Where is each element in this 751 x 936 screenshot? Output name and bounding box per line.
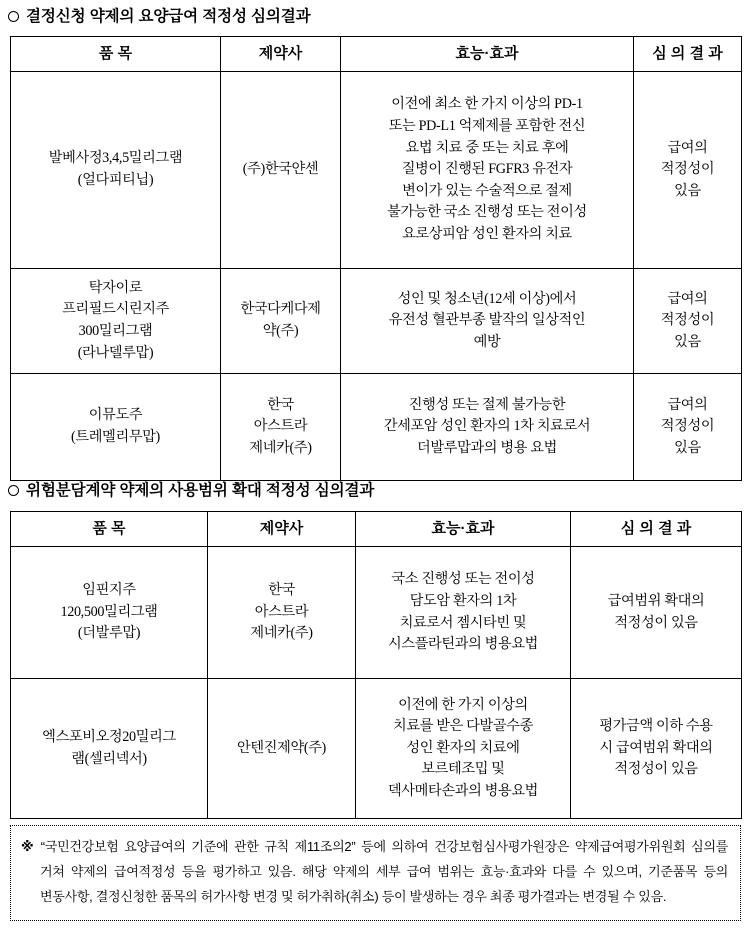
table-header-row — [11, 37, 742, 72]
cell-text-line: 있음 — [674, 182, 701, 199]
cell-product — [11, 72, 221, 269]
cell-indication — [341, 72, 634, 269]
cell-text-line: 임핀지주 — [82, 582, 136, 599]
cell-text-line: 변이가 있는 수술적으로 절제 — [402, 182, 572, 199]
review-results-table-2 — [10, 511, 742, 819]
cell-text-line: 램(셀리넥서) — [71, 750, 147, 767]
cell-text-line: 엑스포비오정20밀리그 — [42, 728, 176, 745]
cell-text-line: 국소 진행성 또는 전이성 — [391, 571, 535, 588]
cell-text-line: 120,500밀리그램 — [60, 603, 158, 620]
cell-text-line: 급여범위 확대의 — [607, 592, 705, 609]
cell-text-line: 치료로서 젬시타빈 및 — [399, 614, 527, 631]
cell-text-line: 적정성이 있음 — [614, 614, 698, 631]
cell-text-line: 약(주) — [262, 323, 299, 339]
cell-indication — [356, 679, 571, 819]
cell-result — [571, 679, 742, 819]
column-header-result: 심 의 결 과 — [634, 37, 742, 72]
cell-text-line: 덱사메타손과의 병용요법 — [387, 782, 539, 799]
cell-text-line: 요로상피암 성인 환자의 치료 — [402, 225, 572, 242]
cell-company — [221, 72, 341, 269]
cell-text-line: 담도암 환자의 1차 — [409, 592, 517, 609]
cell-company — [221, 374, 341, 481]
cell-product — [11, 679, 208, 819]
circle-bullet-icon — [8, 11, 19, 22]
cell-result — [571, 547, 742, 679]
table-row — [11, 269, 742, 374]
cell-text-line: 질병이 진행된 FGFR3 유전자 — [401, 161, 573, 178]
footnote-body: “국민건강보험 요양급여의 기준에 관한 규칙 제11조의2” 등에 의하여 건강보험심사평가원장은 약제급여평가위원회 심의를 거쳐 약제의 급여적정성 등을 평가하고 있음. 해당 약제의 세부 급여 범위는 효능·효과와 다를 수 있으며, 기준품목 등의 변동사항, 결정신청한 품목의 허가사항 변경 및 허가취하(취소) 등이 발생하는 경우 최종 평가결과는 변경될 수 있음. — [40, 839, 728, 904]
cell-text-line: 유전성 혈관부종 발작의 일상적인 — [388, 312, 586, 329]
cell-text-line: 급여의 — [667, 396, 708, 413]
section-heading-2 — [8, 483, 374, 499]
cell-result — [634, 72, 742, 269]
cell-text-line: 아스트라 — [254, 603, 309, 620]
cell-product — [11, 547, 208, 679]
cell-text-line: 있음 — [674, 439, 701, 456]
cell-text-line: 또는 PD-L1 억제제를 포함한 전신 — [388, 118, 586, 135]
table-row — [11, 72, 742, 269]
cell-text-line: 탁자이로 — [88, 279, 143, 296]
cell-company — [208, 547, 356, 679]
column-header-result: 심 의 결 과 — [571, 512, 742, 547]
cell-text-line: 이전에 한 가지 이상의 — [398, 696, 528, 713]
cell-company — [221, 269, 341, 374]
column-header-indication: 효능·효과 — [356, 512, 571, 547]
cell-text-line: 치료를 받은 다발골수종 — [393, 718, 533, 735]
cell-text-line: 불가능한 국소 진행성 또는 전이성 — [387, 204, 587, 221]
cell-text-line: 이전에 최소 한 가지 이상의 PD-1 — [391, 96, 583, 113]
cell-text-line: 시 급여범위 확대의 — [599, 739, 713, 756]
cell-text-line: 성인 환자의 치료에 — [406, 739, 520, 756]
section-heading-1-label: 결정신청 약제의 요양급여 적정성 심의결과 — [26, 8, 311, 25]
cell-text-line: 성인 및 청소년(12세 이상)에서 — [397, 290, 577, 307]
cell-text-line: (트레멜리무맙) — [71, 429, 160, 445]
column-header-indication: 효능·효과 — [341, 37, 634, 72]
cell-text-line: 더발루맙과의 병용 요법 — [417, 439, 557, 456]
table-row — [11, 547, 742, 679]
cell-text-line: 아스트라 — [253, 418, 308, 435]
section-heading-2-label: 위험분담계약 약제의 사용범위 확대 적정성 심의결과 — [26, 482, 375, 499]
table-row — [11, 374, 742, 481]
cell-indication — [341, 374, 634, 481]
cell-text-line: 한국 — [268, 582, 295, 599]
cell-text-line: 300밀리그램 — [78, 323, 153, 339]
cell-product — [11, 269, 221, 374]
column-header-product: 품 목 — [11, 512, 208, 547]
cell-company — [208, 679, 356, 819]
footnote-text — [21, 835, 728, 910]
cell-text-line: 시스플라틴과의 병용요법 — [387, 636, 539, 653]
cell-text-line: 적정성이 — [660, 161, 715, 178]
cell-indication — [341, 269, 634, 374]
cell-text-line: 적정성이 있음 — [614, 761, 698, 778]
cell-text-line: 평가금액 이하 수용 — [599, 718, 713, 735]
cell-text-line: 급여의 — [667, 139, 708, 156]
cell-text-line: 한국 — [267, 396, 294, 413]
asterisk-mark-icon: ※ — [21, 839, 36, 854]
cell-text-line: (라나델루맙) — [77, 344, 154, 361]
review-results-table-1 — [10, 36, 742, 481]
column-header-company: 제약사 — [208, 512, 356, 547]
cell-product — [11, 374, 221, 481]
cell-text-line: 진행성 또는 절제 불가능한 — [408, 396, 566, 413]
cell-text-line: 급여의 — [667, 290, 708, 307]
cell-text-line: 제네카(주) — [249, 439, 312, 456]
cell-text-line: 간세포암 성인 환자의 1차 치료로서 — [383, 418, 591, 435]
cell-text-line: 발베사정3,4,5밀리그램 — [48, 150, 183, 167]
table-row — [11, 679, 742, 819]
footnote-box — [10, 825, 741, 921]
cell-text-line: 제네카(주) — [250, 625, 313, 642]
cell-text-line: (주)한국얀센 — [242, 161, 319, 178]
cell-text-line: 프리필드시린지주 — [62, 301, 169, 318]
table-header-row — [11, 512, 742, 547]
column-header-product: 품 목 — [11, 37, 221, 72]
column-header-company: 제약사 — [221, 37, 341, 72]
cell-text-line: 안텐진제약(주) — [237, 739, 326, 756]
section-heading-1 — [8, 9, 311, 25]
cell-text-line: 이뮤도주 — [88, 407, 143, 424]
cell-text-line: 한국다케다제 — [240, 301, 321, 318]
cell-indication — [356, 547, 571, 679]
cell-result — [634, 374, 742, 481]
cell-result — [634, 269, 742, 374]
cell-text-line: 보르테조밉 및 — [421, 761, 505, 778]
cell-text-line: 적정성이 — [660, 312, 715, 329]
cell-text-line: 예방 — [473, 333, 501, 350]
cell-text-line: 적정성이 — [660, 418, 715, 435]
cell-text-line: (더발루맙) — [77, 625, 141, 642]
cell-text-line: (얼다피티닙) — [77, 172, 154, 188]
cell-text-line: 요법 치료 중 또는 치료 후에 — [405, 139, 569, 156]
circle-bullet-icon — [8, 485, 19, 496]
cell-text-line: 있음 — [674, 333, 701, 350]
